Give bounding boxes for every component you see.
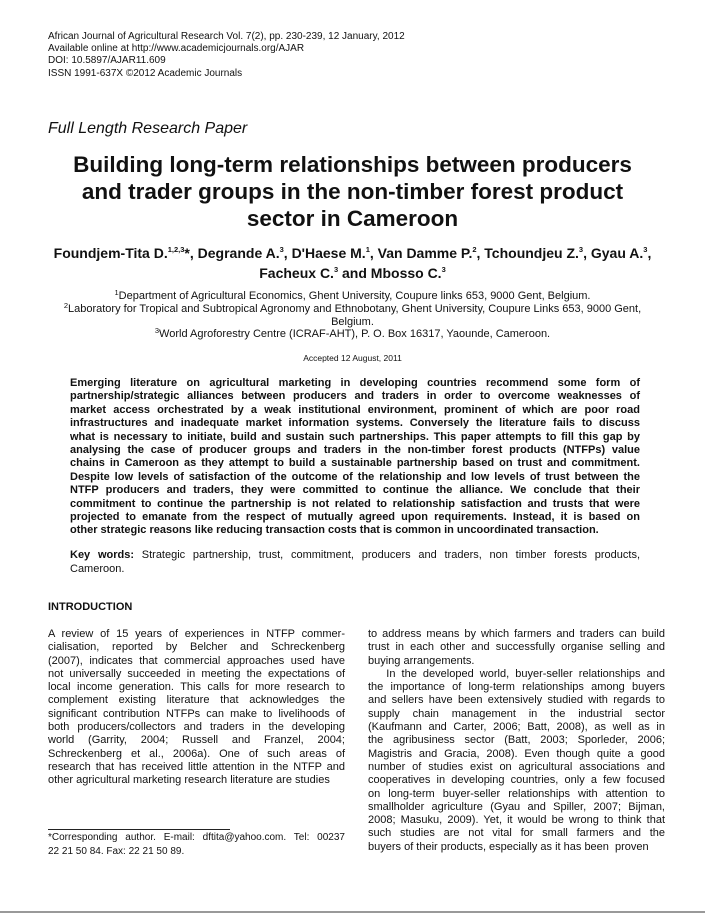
body-line: local income generation. This calls for more research to [48,681,345,694]
abstract-line: what is necessary to initiate, build and sustain such partnerships. This paper attempts to fill this gap by [70,430,640,443]
affiliation-text: World Agroforestry Centre (ICRAF-AHT), P. O. Box 16317, Yaounde, Cameroon. [159,328,551,341]
affiliation-text: Belgium. [331,315,374,328]
body-line: In the developed world, buyer-seller relationships and [368,667,665,680]
left-column-text [48,628,345,788]
affiliation-line [0,300,705,316]
author-separator: , [647,245,652,261]
abstract-line: partnership/strategic alliances between producers and traders in order to overcome weaknesses of [70,390,640,403]
body-line: complement existing literature that acknowledges the [48,694,345,707]
body-line: Schreckenberg et al., 2006a). One of such areas of [48,747,345,760]
author-separator: , [283,245,292,261]
body-line: and sellers have been extensively studied with regards to [368,694,665,707]
body-line: smallholder agriculture (Gyau and Spiller, 2007; Bijman, [368,800,665,813]
keywords [70,548,640,576]
author-affiliation-mark: 3 [333,265,339,274]
abstract [70,377,640,538]
title-line: Building long-term relationships between producers [73,152,632,177]
author-name: Degrande A. [197,245,280,261]
body-line: buyers of their products, especially as it has been proven [368,840,649,853]
affiliation-line [0,290,705,303]
body-line: (Kaufmann and Carter, 2006; Batt, 2008), as well as in [368,721,665,734]
author-separator: , [476,245,485,261]
author-name: Foundjem-Tita D. [53,245,168,261]
body-line: supply chain management in the industrial sector [368,707,665,720]
author-affiliation-mark: 2 [472,245,477,254]
body-line: not universally succeeded in meeting the expectations of [48,667,345,680]
author-affiliation-mark: 3 [441,265,446,274]
author-name: Gyau A. [590,245,644,261]
author-affiliation-mark: 1,2,3 [167,245,185,254]
body-line: world (Garrity, 2004; Russell and Franzel, 2004; [48,734,345,747]
right-column-text [368,628,665,854]
title-line: and trader groups in the non-timber forest product [81,179,624,204]
author-affiliation-mark: 1 [365,245,370,254]
author-name: Van Damme P. [377,245,473,261]
author-separator: , [369,245,378,261]
body-line: both producers/collectors and traders in the developing [48,721,345,734]
affiliations [0,290,705,341]
footnote-divider [48,829,230,830]
abstract-line: Despite low levels of satisfaction of the outcome of the relationship and low levels of trust between the [70,470,640,483]
page-bottom-border [0,911,705,913]
affiliation-line [0,328,705,341]
body-line: research that has received little attention in the NTFP and [48,760,345,773]
author-affiliation-mark: 3 [643,245,648,254]
body-line: number of studies exist on agricultural associations and [368,760,665,773]
author-separator: *, [184,245,198,261]
author-list [0,243,705,283]
footnote-line: 22 21 50 84. Fax: 22 21 50 89. [48,845,185,857]
header-line: Available online at http://www.academicjournals.org/AJAR [48,43,305,55]
header-line: ISSN 1991-637X ©2012 Academic Journals [48,67,243,79]
affiliation-number: 1 [114,288,119,297]
keywords-text: Strategic partnership, trust, commitment, producers and traders, non timber forests products, [134,549,640,561]
body-line: the agribusiness sector (Batt, 2003; Sporleder, 2006; [368,734,665,747]
abstract-line: projected to emanate from the respect of mutually agreed upon requirements. Instead, it is based on [70,510,640,523]
footnote [48,831,345,858]
abstract-line: other strategic reasons like reducing transaction costs that is common in uncoordinated transaction. [70,524,599,537]
body-line: cooperatives in developing countries, only a few focused [368,774,665,787]
affiliation-text: Department of Agricultural Economics, Ghent University, Coupure links 653, 9000 Gent, Belgium. [118,290,591,302]
author-affiliation-mark: 3 [578,245,584,254]
body-line: trust in each other and successfully organise selling and [368,641,665,654]
abstract-line: infrastructures and inadequate market information systems. Conversely the literature fails to discuss [70,417,640,430]
body-line: the importance of long-term relationships among buyers [368,681,665,694]
body-line: A review of 15 years of experiences in NTFP commer- [48,628,345,640]
author-name: Tchoundjeu Z. [484,245,579,261]
accepted-date: Accepted 12 August, 2011 [303,353,402,363]
section-heading-introduction: INTRODUCTION [48,601,133,613]
body-line: on long-term buyer-seller relationships with attention to [368,787,665,800]
paper-type: Full Length Research Paper [48,120,248,137]
affiliation-line [0,316,705,329]
keywords-label: Key words: [70,549,134,561]
body-line: 2008; Masuku, 2009). Yet, it would be wrong to think that [368,814,665,827]
header-line: African Journal of Agricultural Research Vol. 7(2), pp. 230-239, 12 January, 2012 [48,31,405,42]
affiliation-number: 2 [63,300,68,310]
title-line: sector in Cameroon [246,206,459,231]
body-line: such studies are not vital for small farmers and the [368,827,665,840]
affiliation-number: 3 [154,326,160,336]
body-line: to address means by which farmers and traders can build [368,628,665,640]
abstract-line: commitment to continue the partnership is not related to relationship satisfaction and trusts that were [70,497,640,510]
body-line: cialisation, reported by Belcher and Schreckenberg [48,641,345,654]
author-name: D'Haese M. [291,245,366,261]
abstract-line: market access orchestrated by a weak institutional environment, prominent of which are poor road [70,403,640,416]
author-separator: , [583,245,591,261]
abstract-line: NTFP producers and traders, they were committed to continue the alliance. We conclude that their [70,484,640,497]
author-line [0,243,705,263]
journal-header [48,31,405,80]
body-line: other agricultural marketing research literature are studies [48,774,330,787]
affiliation-text: Laboratory for Tropical and Subtropical Agronomy and Ethnobotany, Ghent University, Coupure Links 653, 9000 Gent, [68,302,642,315]
footnote-line: *Corresponding author. E-mail: dftita@yahoo.com. Tel: 00237 [48,832,345,843]
abstract-line: analysing the case of producer groups and traders in the non-timber forest products (NTFPs) value [70,443,640,456]
abstract-line: Emerging literature on agricultural marketing in developing countries recommend some form of [70,377,640,389]
author-name: Facheux C. [259,265,334,281]
author-line [0,263,705,283]
body-line: buying arrangements. [368,654,475,667]
paper-title [0,151,705,232]
body-line: significant contribution NTFPs can make to livelihoods of [48,707,345,720]
abstract-line: chains in Cameroon as they attempt to build a sustainable partnership based on trust and commitment. [70,457,640,470]
author-affiliation-mark: 3 [279,245,284,254]
author-separator: and [338,265,371,281]
body-line: (2007), indicates that commercial approaches used have [48,654,345,667]
header-line: DOI: 10.5897/AJAR11.609 [48,55,166,67]
body-line: Magistris and Gracia, 2008). Even though quite a good [368,747,665,760]
author-name: Mbosso C. [370,265,442,281]
keywords-text: Cameroon. [70,563,125,575]
